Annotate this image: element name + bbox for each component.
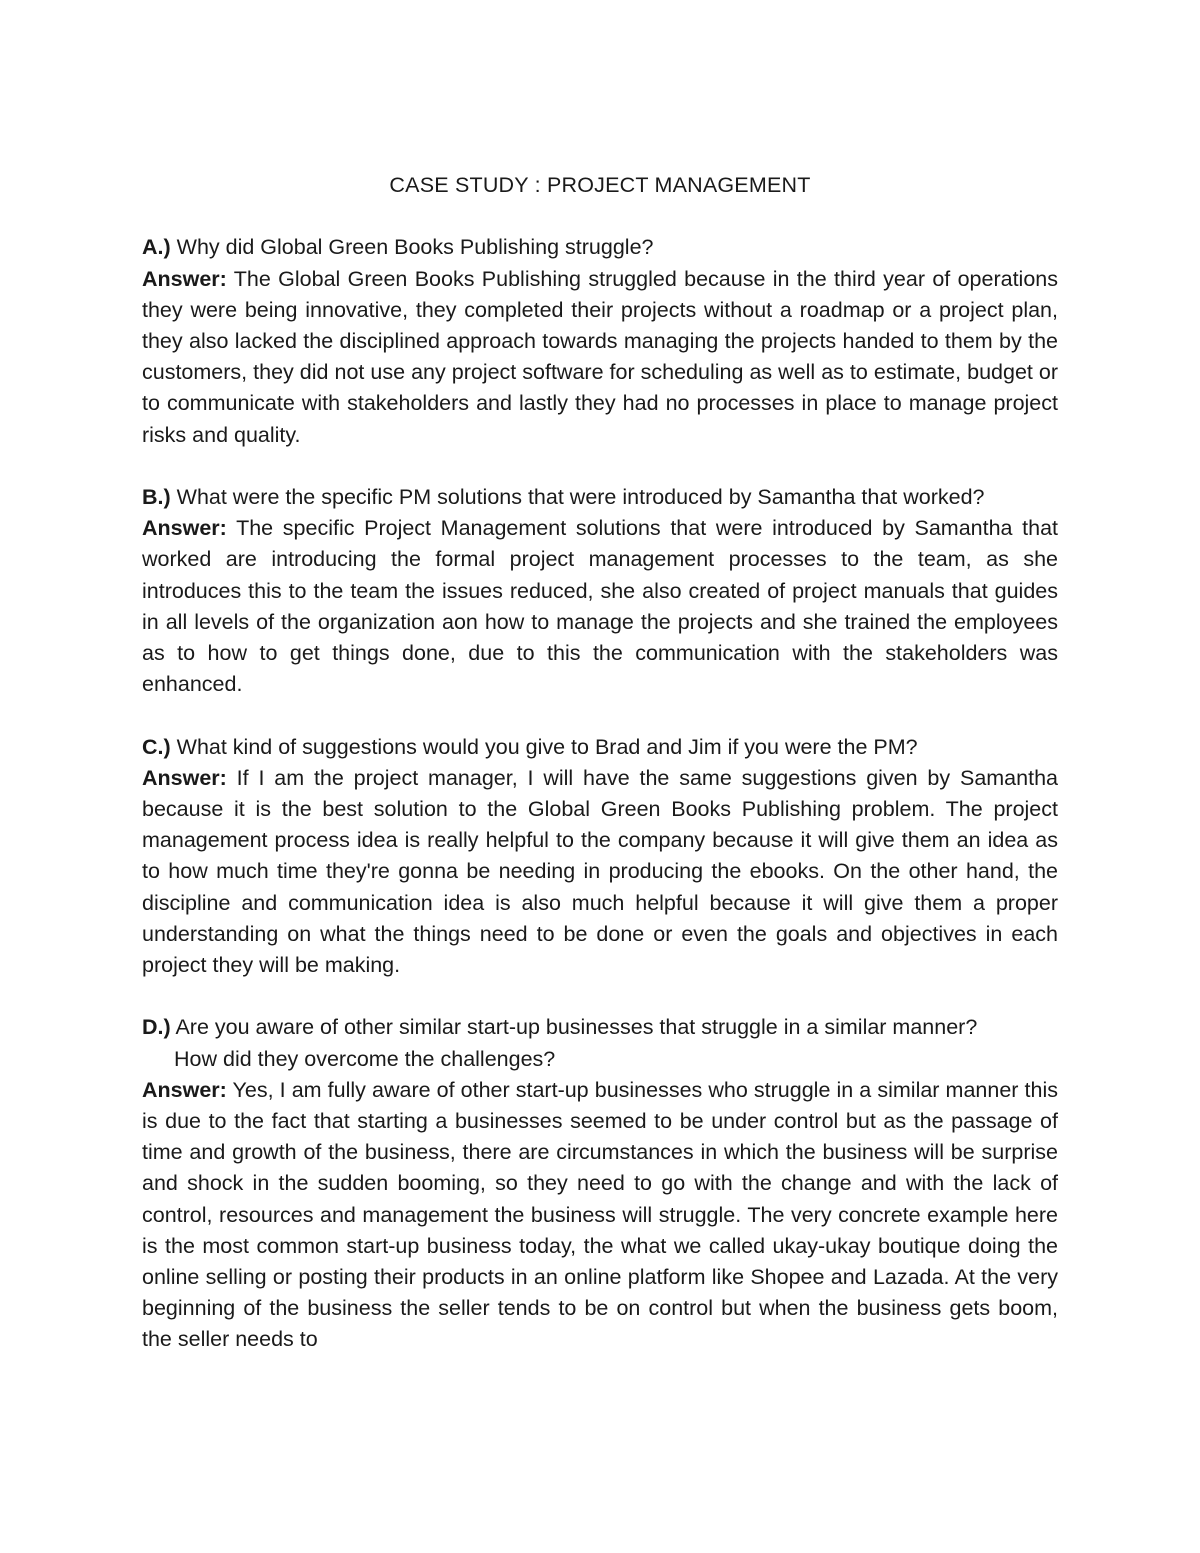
answer-label: Answer: [142, 1077, 227, 1102]
question-letter: A.) [142, 235, 171, 260]
section-b [142, 482, 1058, 700]
answer-d [142, 1075, 1058, 1356]
answer-b [142, 513, 1058, 700]
answer-label: Answer: [142, 266, 227, 291]
section-d [142, 1012, 1058, 1355]
section-a [142, 232, 1058, 450]
document-title: CASE STUDY : PROJECT MANAGEMENT [389, 173, 811, 197]
answer-a [142, 264, 1058, 451]
question-c [142, 732, 1058, 763]
answer-label: Answer: [142, 516, 227, 541]
question-text: What were the specific PM solutions that were introduced by Samantha that worked? [170, 485, 985, 509]
question-text: Why did Global Green Books Publishing struggle? [170, 235, 654, 260]
question-a [142, 232, 1058, 263]
question-letter: B.) [142, 485, 171, 509]
question-letter: C.) [142, 734, 171, 759]
question-d-continued: How did they overcome the challenges? [174, 1046, 556, 1071]
answer-text: If I am the project manager, I will have the same suggestions given by Samantha because it is the best solution to the Global Green Books Publishing problem. The project management process idea is really helpful to the company because it will give them an idea as to how much time they're gonna be needing in producing the ebooks. On the other hand, the discipline and communication idea is also much helpful because it will give them a proper understanding on what the things need to be done or even the goals and objectives in each project they will be making. [142, 765, 1058, 978]
section-c [142, 732, 1058, 982]
question-d [142, 1012, 1058, 1043]
answer-c [142, 763, 1058, 981]
question-text: What kind of suggestions would you give to Brad and Jim if you were the PM? [170, 734, 918, 759]
question-text: Are you aware of other similar start-up businesses that struggle in a similar manner? [170, 1015, 978, 1040]
answer-label: Answer: [142, 765, 227, 790]
document-body [142, 170, 1058, 1387]
answer-text: The specific Project Management solutions that were introduced by Samantha that worked are introducing the formal project management processes to the team, as she introduces this to the team the issues reduced, she also created of project manuals that guides in all levels of the organization aon how to manage the projects and she trained the employees as to how to get things done, due to this the communication with the stakeholders was enhanced. [142, 516, 1058, 697]
question-b [142, 482, 1058, 513]
answer-text: The Global Green Books Publishing struggled because in the third year of operations they were being innovative, they completed their projects without a roadmap or a project plan, they also lacked the disciplined approach towards managing the projects handed to them by the customers, they did not use any project software for scheduling as well as to estimate, budget or to communicate with stakeholders and lastly they had no processes in place to manage project risks and quality. [142, 266, 1058, 447]
question-letter: D.) [142, 1015, 171, 1040]
answer-text: Yes, I am fully aware of other start-up businesses who struggle in a similar manner this is due to the fact that starting a businesses seemed to be under control but as the passage of time and growth of the business, there are circumstances in which the business will be surprise and shock in the sudden booming, so they need to go with the change and with the lack of control, resources and management the business will struggle. The very concrete example here is the most common start-up business today, the what we called ukay-ukay boutique doing the online selling or posting their products in an online platform like Shopee and Lazada. At the very beginning of the business the seller tends to be on control but when the business gets boom, the seller needs to [142, 1077, 1058, 1352]
